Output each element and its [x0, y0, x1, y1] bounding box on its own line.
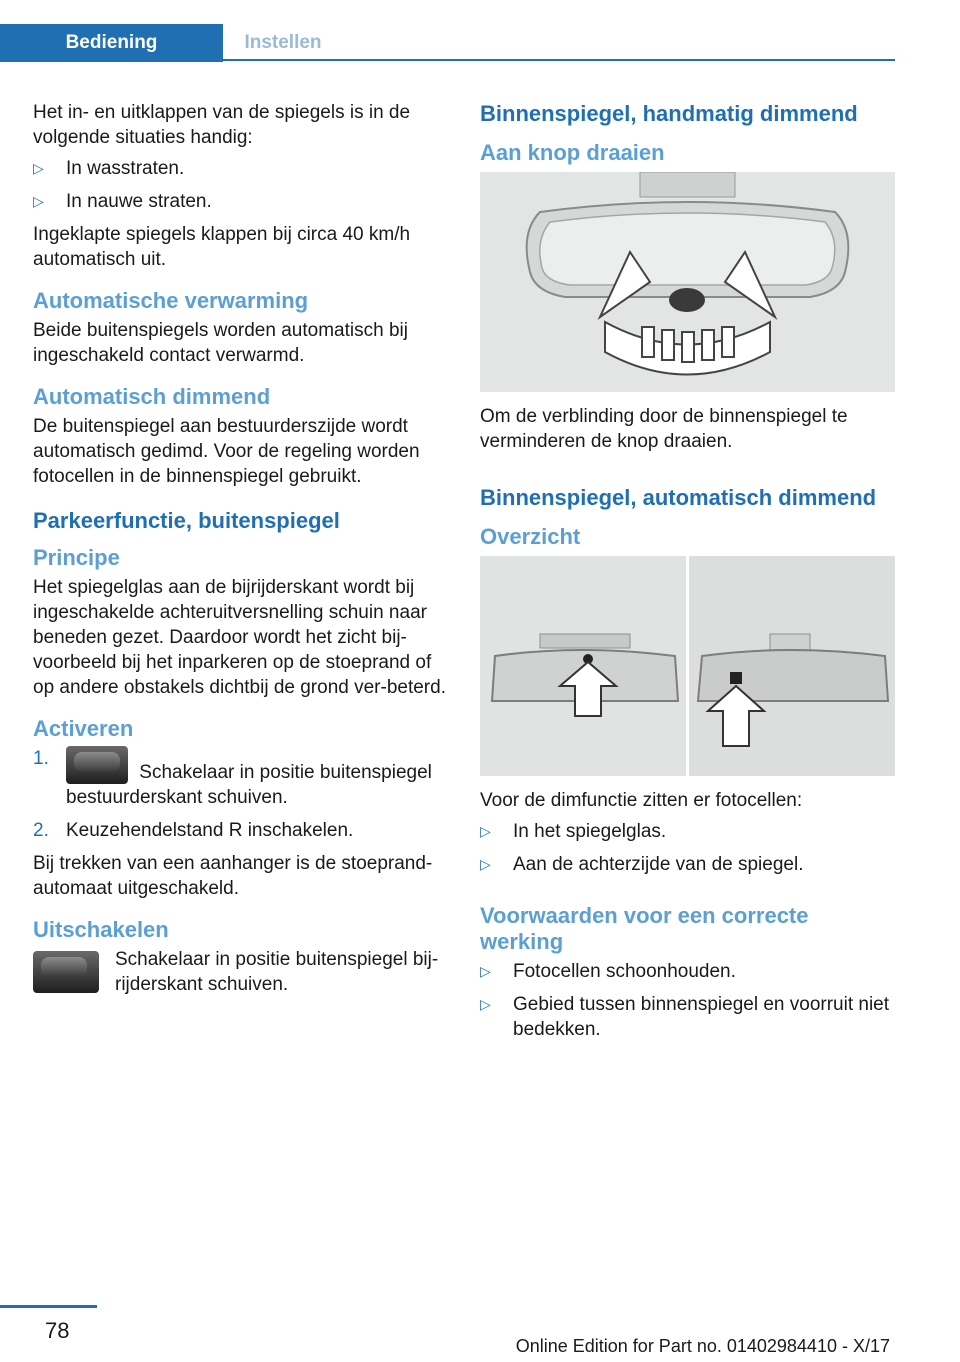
- knob-rotate-figure: [480, 172, 895, 392]
- step-number: 1.: [33, 748, 49, 769]
- step-number: 2.: [33, 820, 49, 841]
- step-item: [33, 818, 448, 843]
- mirror-switch-icon: [33, 951, 99, 993]
- step-text: Schakelaar in positie buitenspiegel bestuurderskant schuiven.: [66, 762, 432, 808]
- photocell-illustration: [480, 556, 895, 776]
- step-item: [33, 746, 448, 810]
- principle-text: Het spiegelglas aan de bijrijderskant wordt bij ingeschakelde achteruitversnelling schuin naar beneden gezet. Daardoor wordt het zicht bij-voorbeeld bij het inparkeren op de stoeprand of op andere obstakels dichtbij de grond ver-beterd.: [33, 577, 446, 698]
- intro-list: [33, 156, 448, 214]
- fold-note: Ingeklapte spiegels klappen bij circa 40 km/h automatisch uit.: [33, 224, 411, 270]
- manual-dim-heading: Binnenspiegel, handmatig dimmend: [480, 101, 858, 126]
- heating-text: Beide buitenspiegels worden automatisch bij ingeschakeld contact verwarmd.: [33, 320, 408, 366]
- knob-heading: Aan knop draaien: [480, 140, 665, 165]
- dim-text: De buitenspiegel aan bestuurderszijde wordt automatisch gedimd. Voor de regeling worden fotocellen in de binnenspiegel gebruikt.: [33, 416, 420, 487]
- dim-heading: Automatisch dimmend: [33, 384, 271, 409]
- list-item: ▷ Gebied tussen binnenspiegel en voorruit niet bedekken.: [480, 992, 895, 1042]
- activate-steps: [33, 746, 448, 843]
- step-text: Keuzehendelstand R inschakelen.: [66, 820, 354, 841]
- left-column: [33, 100, 448, 1003]
- principle-heading: Principe: [33, 545, 120, 570]
- trailer-note: Bij trekken van een aanhanger is de stoeprand-automaat uitgeschakeld.: [33, 853, 433, 899]
- list-item: ▷ In nauwe straten.: [33, 189, 448, 214]
- edition-note: Online Edition for Part no. 01402984410 - X/17: [515, 1336, 890, 1356]
- list-item: ▷ Aan de achterzijde van de spiegel.: [480, 852, 895, 877]
- footer-rule: [0, 1305, 97, 1308]
- photocell-overview-figure: [480, 556, 895, 776]
- list-item: ▷ Fotocellen schoonhouden.: [480, 959, 895, 984]
- tab-instellen[interactable]: Instellen: [244, 32, 322, 53]
- activate-heading: Activeren: [33, 716, 134, 741]
- photocell-list: [480, 819, 895, 877]
- conditions-list: [480, 959, 895, 1042]
- list-item: ▷ In wasstraten.: [33, 156, 448, 181]
- knob-text: Om de verblinding door de binnenspiegel te verminderen de knop draaien.: [480, 406, 848, 452]
- page-number: 78: [45, 1318, 70, 1343]
- mirror-switch-icon: [66, 746, 128, 784]
- photocell-text: Voor de dimfunctie zitten er fotocellen:: [480, 790, 803, 811]
- tab-underline: [223, 59, 895, 61]
- right-column: [480, 100, 895, 1050]
- off-text: Schakelaar in positie buitenspiegel bij-rijderskant schuiven.: [115, 949, 439, 995]
- conditions-heading: Voorwaarden voor een correcte werking: [480, 903, 809, 954]
- list-item: ▷ In het spiegelglas.: [480, 819, 895, 844]
- tab-bediening[interactable]: Bediening: [0, 24, 223, 62]
- auto-dim-heading: Binnenspiegel, automatisch dimmend: [480, 485, 877, 510]
- overview-heading: Overzicht: [480, 524, 581, 549]
- mirror-knob-illustration: [480, 172, 895, 392]
- off-heading: Uitschakelen: [33, 917, 169, 942]
- chapter-tabs: [0, 24, 895, 62]
- intro-paragraph: Het in- en uitklappen van de spiegels is in de volgende situaties handig:: [33, 102, 411, 148]
- park-heading: Parkeerfunctie, buitenspiegel: [33, 508, 340, 533]
- off-row: [33, 947, 448, 1003]
- heating-heading: Automatische verwarming: [33, 288, 309, 313]
